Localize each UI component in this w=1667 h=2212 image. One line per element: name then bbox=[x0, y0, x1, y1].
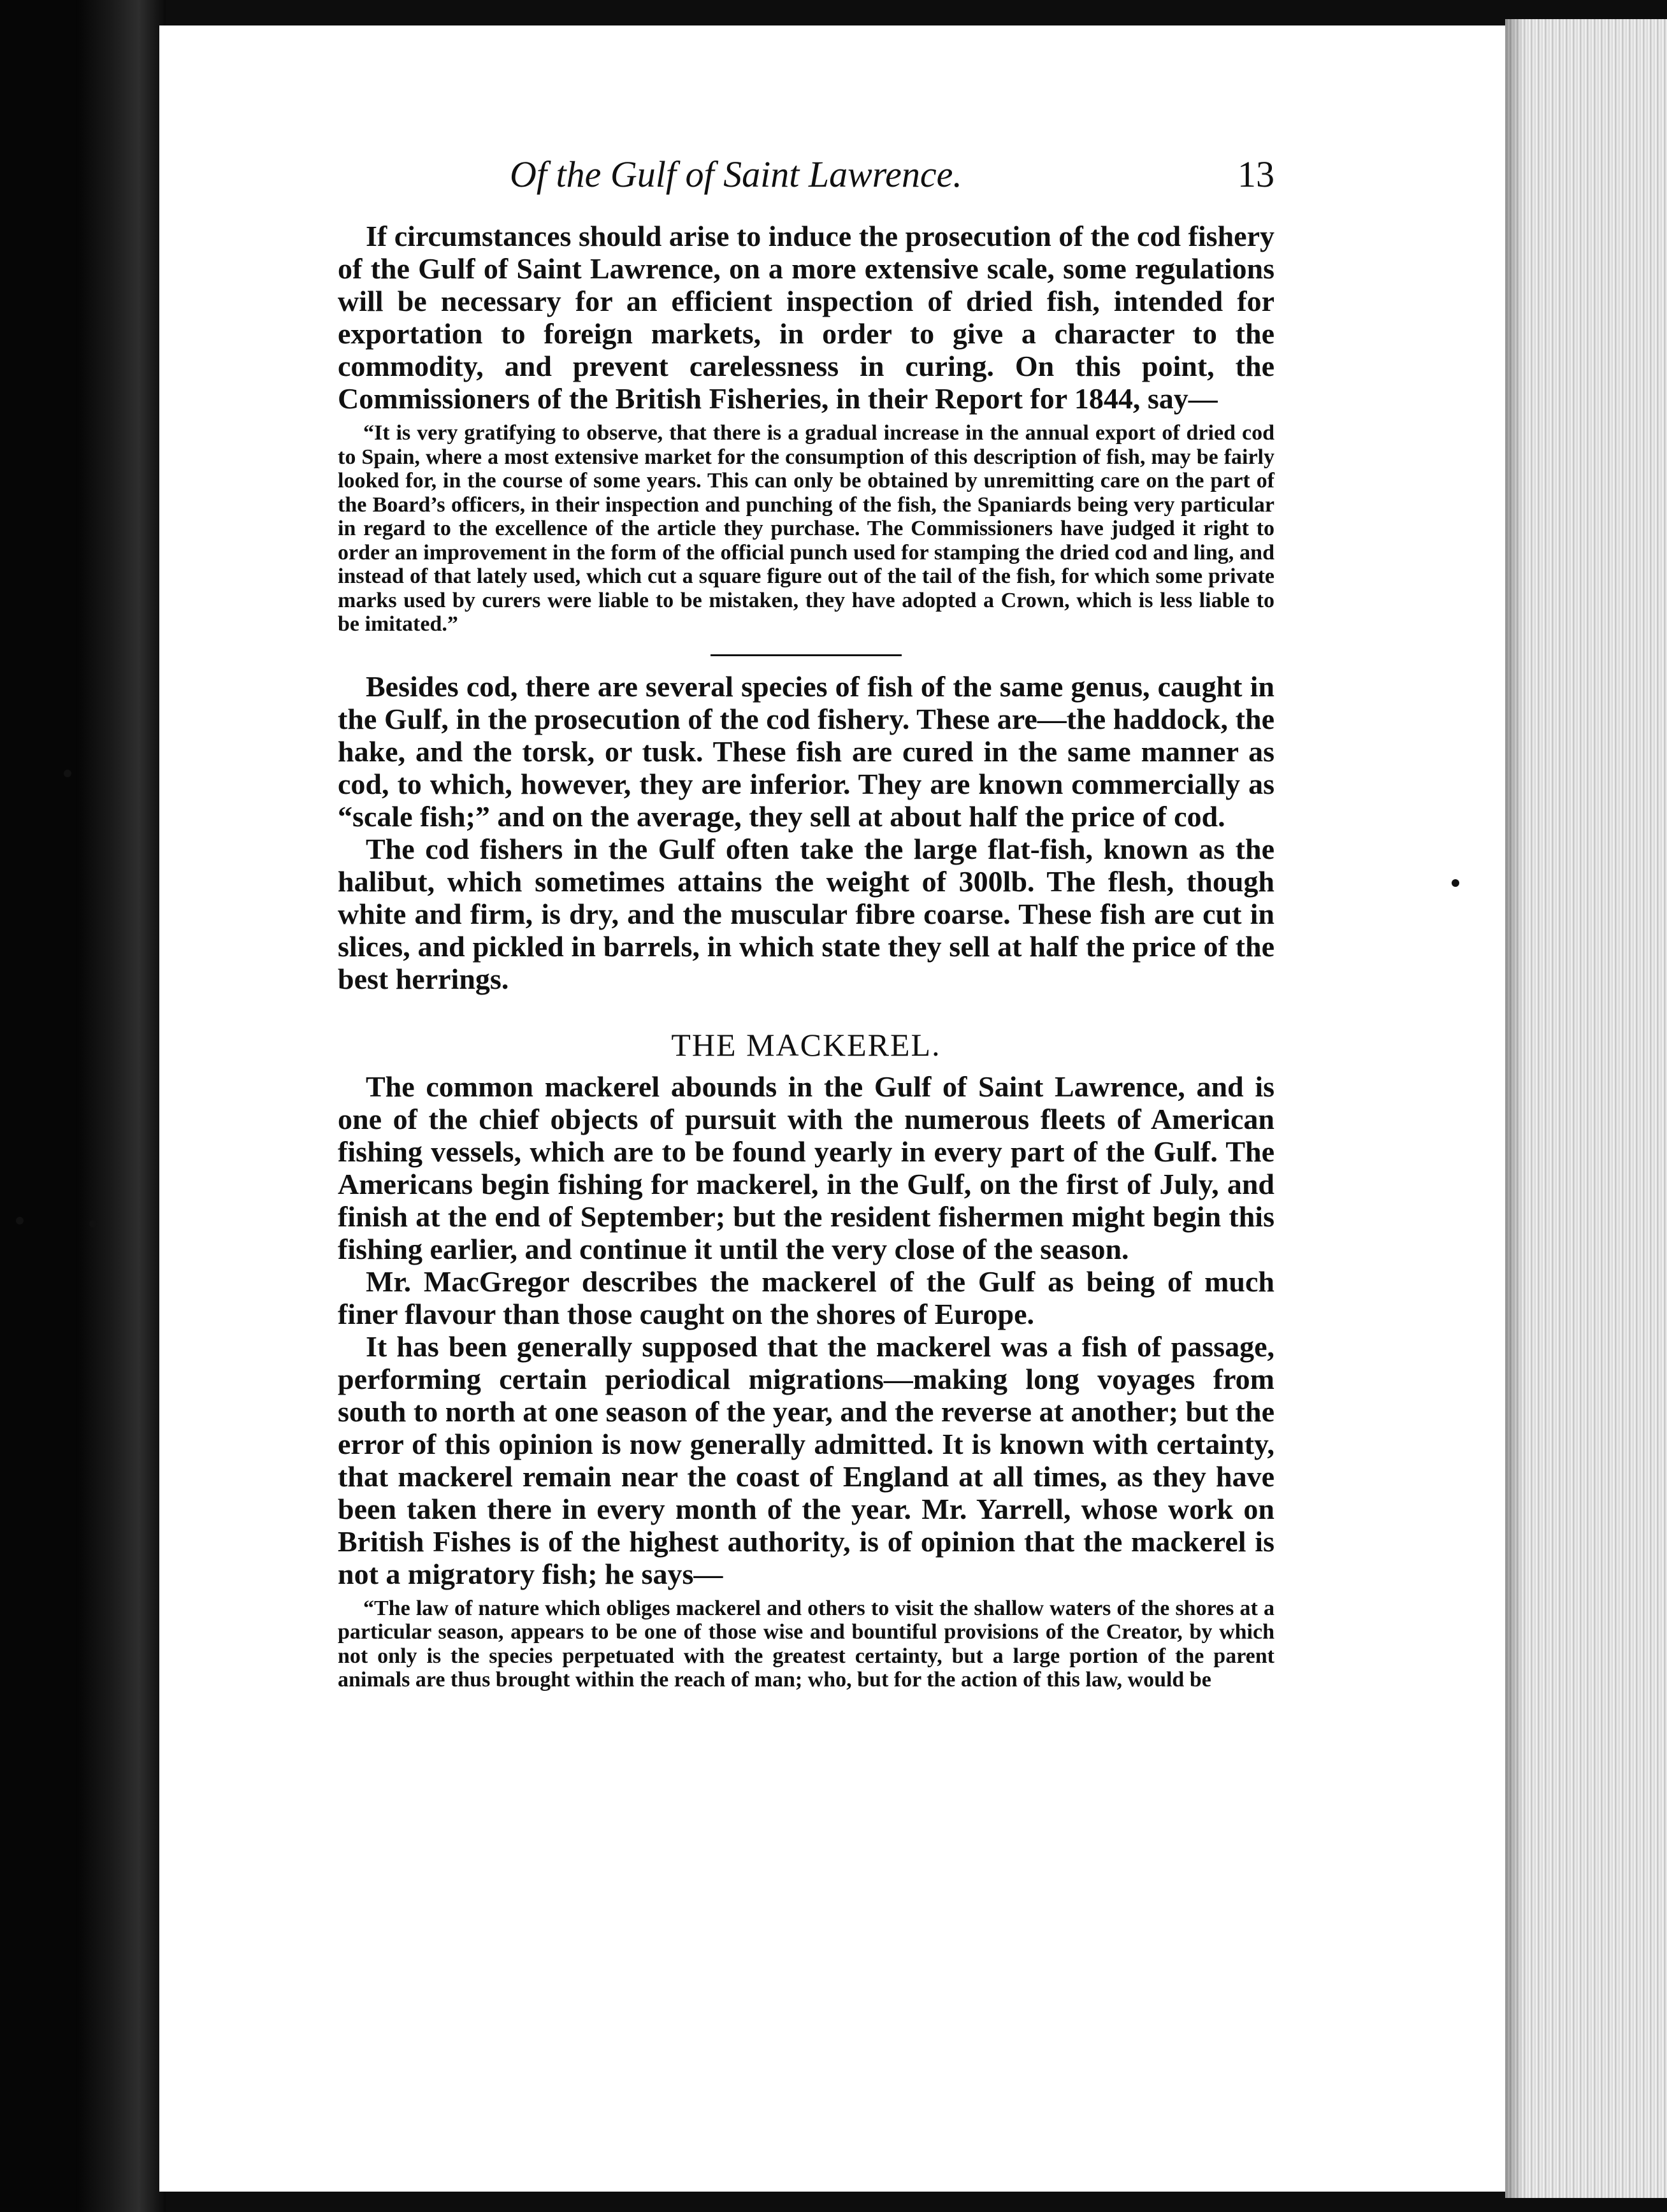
block-quote: “It is very gratifying to observe, that there is a gradual increase in the annual export of dried cod to Spain, where a most extensive market for the consumption of this description of fish, may be fairly looked for, in the course of some years. This can only be obtained by unremitting care on the part of the Board’s officers, in their inspection and punching of the fish, the Spaniards being very particular in regard to the excellence of the article they purchase. The Commissioners have judged it right to order an improvement in the form of the official punch used for stamping the dried cod and ling, and instead of that lately used, which cut a square figure out of the tail of the fish, for which some private marks used by curers were liable to be mistaken, they have adopted a Crown, which is less liable to be imitated.” bbox=[338, 421, 1274, 636]
scan-speck bbox=[64, 770, 71, 777]
paragraph: The cod fishers in the Gulf often take the large flat-fish, known as the halibut, which sometimes attains the weight of 300lb. The flesh, though white and firm, is dry, and the muscular fibre coarse. These fish are cut in slices, and pickled in barrels, in which state they sell at half the price of the best herrings. bbox=[338, 832, 1274, 995]
book-gutter bbox=[76, 0, 166, 2212]
section-heading: THE MACKEREL. bbox=[671, 1026, 941, 1063]
paragraph: If circumstances should arise to induce the prosecution of the cod fishery of the Gulf of Saint Lawrence, on a more extensive scale, some regulations will be necessary for an efficient inspection of dried fish, intended for exportation to foreign markets, in order to give a character to the commodity, and prevent carelessness in curing. On this point, the Commissioners of the British Fisheries, in their Report for 1844, say— bbox=[338, 220, 1274, 415]
page-number: 13 bbox=[1238, 154, 1274, 195]
paragraph: Mr. MacGregor describes the mackerel of the Gulf as being of much finer flavour than those caught on the shores of Europe. bbox=[338, 1265, 1274, 1330]
page-text bbox=[338, 220, 1274, 1692]
running-title: Of the Gulf of Saint Lawrence. bbox=[510, 154, 962, 195]
scan-speck bbox=[16, 1217, 24, 1224]
separator-rule bbox=[711, 654, 902, 656]
scan-speck bbox=[89, 1220, 97, 1228]
scan-speck bbox=[1452, 879, 1459, 887]
paragraph: Besides cod, there are several species of fish of the same genus, caught in the Gulf, in the prosecution of the cod fishery. These are—the haddock, the hake, and the torsk, or tusk. These fish are cured in the same manner as cod, to which, however, they are inferior. They are known commercially as “scale fish;” and on the average, they sell at about half the price of cod. bbox=[338, 670, 1274, 833]
paragraph: The common mackerel abounds in the Gulf of Saint Lawrence, and is one of the chief objects of pursuit with the numerous fleets of American fishing vessels, which are to be found yearly in every part of the Gulf. The Americans begin fishing for mackerel, in the Gulf, on the first of July, and finish at the end of September; but the resident fishermen might begin this fishing earlier, and continue it until the very close of the season. bbox=[338, 1070, 1274, 1265]
page-edge-shadow bbox=[1505, 19, 1524, 2198]
block-quote: “The law of nature which obliges mackerel and others to visit the shallow waters of the shores at a particular season, appears to be one of those wise and bountiful provisions of the Creator, by which not only is the species perpetuated with the greatest certainty, but a large portion of the parent animals are thus brought within the reach of man; who, but for the action of this law, would be bbox=[338, 1596, 1274, 1691]
page-block-edge bbox=[1505, 19, 1667, 2198]
paragraph: It has been generally supposed that the mackerel was a fish of passage, performing certain periodical migrations—making long voyages from south to north at one season of the year, and the reverse at another; but the error of this opinion is now generally admitted. It is known with certainty, that mackerel remain near the coast of England at all times, as they have been taken there in every month of the year. Mr. Yarrell, whose work on British Fishes is of the highest authority, is of opinion that the mackerel is not a migratory fish; he says— bbox=[338, 1330, 1274, 1590]
page-header bbox=[510, 153, 1274, 204]
